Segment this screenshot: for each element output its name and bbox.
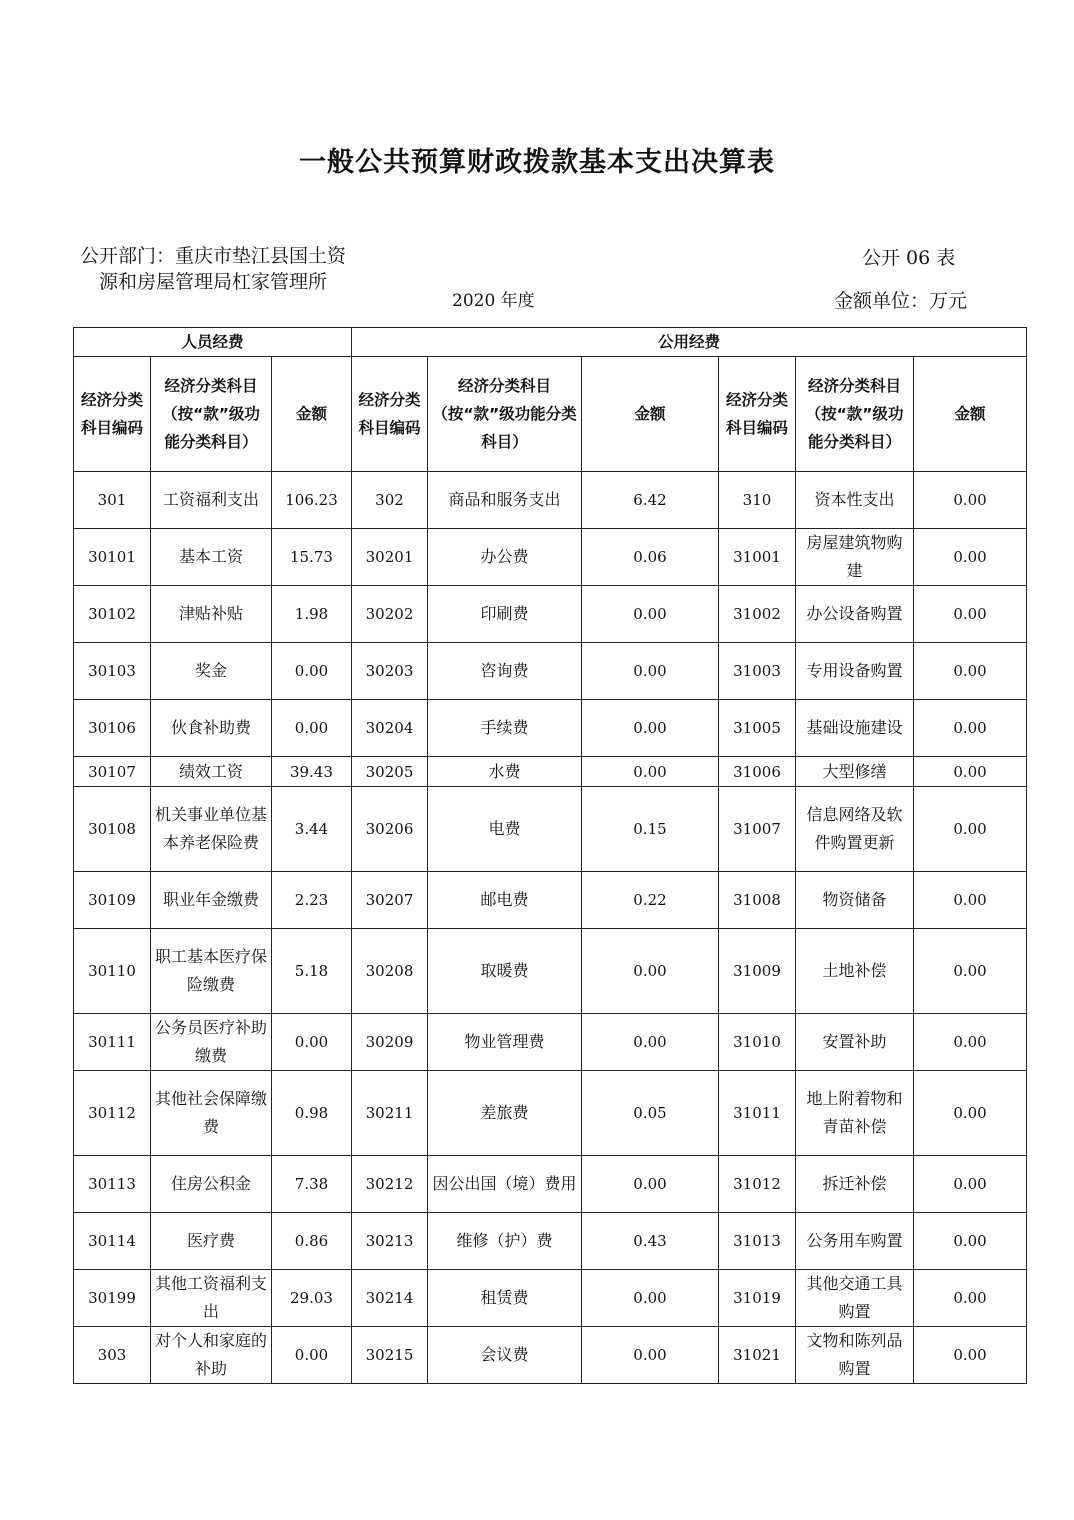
cell-code: 30207	[352, 872, 428, 929]
cell-name: 津贴补贴	[151, 586, 272, 643]
cell-name: 印刷费	[428, 586, 582, 643]
cell-name: 维修（护）费	[428, 1213, 582, 1270]
cell-amount: 0.00	[582, 1327, 719, 1384]
group-personnel: 人员经费	[74, 328, 352, 357]
cell-code: 30214	[352, 1270, 428, 1327]
cell-amount: 2.23	[272, 872, 352, 929]
cell-amount: 0.00	[914, 1014, 1027, 1071]
cell-amount: 7.38	[272, 1156, 352, 1213]
cell-name: 咨询费	[428, 643, 582, 700]
cell-code: 30106	[74, 700, 151, 757]
table-row	[74, 1156, 1027, 1213]
cell-amount: 0.43	[582, 1213, 719, 1270]
cell-code: 30114	[74, 1213, 151, 1270]
cell-name: 物业管理费	[428, 1014, 582, 1071]
cell-name: 文物和陈列品购置	[796, 1327, 914, 1384]
cell-amount: 0.00	[914, 700, 1027, 757]
cell-amount: 0.00	[914, 1071, 1027, 1156]
cell-amount: 0.00	[914, 586, 1027, 643]
col-header-code: 经济分类科目编码	[74, 357, 151, 472]
cell-name: 基本工资	[151, 529, 272, 586]
cell-code: 30101	[74, 529, 151, 586]
cell-name: 信息网络及软件购置更新	[796, 787, 914, 872]
cell-code: 30108	[74, 787, 151, 872]
cell-name: 水费	[428, 757, 582, 787]
group-public: 公用经费	[352, 328, 1027, 357]
col-header-name: 经济分类科目（按“款”级功能分类科目）	[151, 357, 272, 472]
cell-name: 机关事业单位基本养老保险费	[151, 787, 272, 872]
cell-name: 租赁费	[428, 1270, 582, 1327]
table-row	[74, 757, 1027, 787]
cell-name: 物资储备	[796, 872, 914, 929]
cell-amount: 6.42	[582, 472, 719, 529]
cell-amount: 0.00	[582, 586, 719, 643]
table-row	[74, 1014, 1027, 1071]
expenditure-table	[73, 327, 1027, 1384]
cell-code: 31010	[719, 1014, 796, 1071]
cell-amount: 0.00	[582, 1014, 719, 1071]
cell-code: 30215	[352, 1327, 428, 1384]
col-header-code: 经济分类科目编码	[352, 357, 428, 472]
cell-code: 31006	[719, 757, 796, 787]
cell-name: 职业年金缴费	[151, 872, 272, 929]
table-row	[74, 787, 1027, 872]
cell-name: 拆迁补偿	[796, 1156, 914, 1213]
cell-code: 30209	[352, 1014, 428, 1071]
cell-name: 住房公积金	[151, 1156, 272, 1213]
cell-name: 对个人和家庭的补助	[151, 1327, 272, 1384]
cell-name: 伙食补助费	[151, 700, 272, 757]
col-header-amount: 金额	[582, 357, 719, 472]
cell-code: 303	[74, 1327, 151, 1384]
cell-amount: 0.15	[582, 787, 719, 872]
cell-code: 30103	[74, 643, 151, 700]
fiscal-year: 2020 年度	[452, 291, 535, 311]
cell-name: 其他社会保障缴费	[151, 1071, 272, 1156]
cell-amount: 0.98	[272, 1071, 352, 1156]
cell-amount: 39.43	[272, 757, 352, 787]
table-row	[74, 700, 1027, 757]
cell-code: 302	[352, 472, 428, 529]
cell-code: 31008	[719, 872, 796, 929]
cell-name: 其他工资福利支出	[151, 1270, 272, 1327]
cell-name: 奖金	[151, 643, 272, 700]
cell-code: 31011	[719, 1071, 796, 1156]
cell-code: 30112	[74, 1071, 151, 1156]
col-header-amount: 金额	[272, 357, 352, 472]
cell-name: 公务员医疗补助缴费	[151, 1014, 272, 1071]
cell-code: 31001	[719, 529, 796, 586]
cell-amount: 106.23	[272, 472, 352, 529]
cell-amount: 0.05	[582, 1071, 719, 1156]
cell-name: 绩效工资	[151, 757, 272, 787]
cell-name: 医疗费	[151, 1213, 272, 1270]
cell-code: 30213	[352, 1213, 428, 1270]
cell-amount: 0.00	[914, 872, 1027, 929]
cell-name: 会议费	[428, 1327, 582, 1384]
cell-code: 31012	[719, 1156, 796, 1213]
cell-amount: 1.98	[272, 586, 352, 643]
cell-code: 30199	[74, 1270, 151, 1327]
col-header-code: 经济分类科目编码	[719, 357, 796, 472]
cell-code: 30203	[352, 643, 428, 700]
cell-code: 30110	[74, 929, 151, 1014]
cell-name: 工资福利支出	[151, 472, 272, 529]
table-row	[74, 872, 1027, 929]
table-row	[74, 586, 1027, 643]
cell-amount: 0.00	[272, 1014, 352, 1071]
cell-amount: 0.00	[582, 757, 719, 787]
cell-amount: 0.00	[914, 1213, 1027, 1270]
table-row	[74, 929, 1027, 1014]
department-label: 公开部门：重庆市垫江县国土资源和房屋管理局杠家管理所	[79, 245, 346, 293]
cell-code: 30201	[352, 529, 428, 586]
cell-name: 商品和服务支出	[428, 472, 582, 529]
cell-code: 30211	[352, 1071, 428, 1156]
cell-code: 30205	[352, 757, 428, 787]
table-row	[74, 472, 1027, 529]
cell-code: 30206	[352, 787, 428, 872]
cell-code: 310	[719, 472, 796, 529]
cell-code: 30102	[74, 586, 151, 643]
cell-name: 职工基本医疗保险缴费	[151, 929, 272, 1014]
cell-amount: 0.00	[914, 929, 1027, 1014]
table-row	[74, 1270, 1027, 1327]
cell-code: 30212	[352, 1156, 428, 1213]
cell-name: 安置补助	[796, 1014, 914, 1071]
table-row	[74, 1213, 1027, 1270]
cell-name: 土地补偿	[796, 929, 914, 1014]
cell-amount: 0.00	[582, 1270, 719, 1327]
cell-code: 30208	[352, 929, 428, 1014]
cell-name: 公务用车购置	[796, 1213, 914, 1270]
cell-code: 30202	[352, 586, 428, 643]
form-number: 公开 06 表	[862, 247, 956, 269]
cell-amount: 0.06	[582, 529, 719, 586]
cell-code: 30109	[74, 872, 151, 929]
cell-name: 取暖费	[428, 929, 582, 1014]
cell-code: 31003	[719, 643, 796, 700]
cell-amount: 0.00	[914, 529, 1027, 586]
cell-code: 31005	[719, 700, 796, 757]
cell-code: 31019	[719, 1270, 796, 1327]
cell-amount: 29.03	[272, 1270, 352, 1327]
cell-amount: 0.00	[914, 757, 1027, 787]
cell-code: 30113	[74, 1156, 151, 1213]
cell-name: 办公设备购置	[796, 586, 914, 643]
table-row	[74, 1327, 1027, 1384]
cell-code: 31007	[719, 787, 796, 872]
cell-amount: 0.00	[914, 1327, 1027, 1384]
cell-name: 邮电费	[428, 872, 582, 929]
cell-amount: 0.00	[914, 472, 1027, 529]
cell-code: 31009	[719, 929, 796, 1014]
cell-amount: 0.00	[272, 643, 352, 700]
cell-amount: 0.00	[272, 700, 352, 757]
cell-amount: 0.86	[272, 1213, 352, 1270]
cell-name: 专用设备购置	[796, 643, 914, 700]
cell-code: 30107	[74, 757, 151, 787]
cell-name: 电费	[428, 787, 582, 872]
col-header-amount: 金额	[914, 357, 1027, 472]
table-row	[74, 529, 1027, 586]
cell-amount: 3.44	[272, 787, 352, 872]
cell-name: 因公出国（境）费用	[428, 1156, 582, 1213]
cell-name: 其他交通工具购置	[796, 1270, 914, 1327]
cell-name: 办公费	[428, 529, 582, 586]
cell-name: 差旅费	[428, 1071, 582, 1156]
col-header-name: 经济分类科目（按“款”级功能分类科目）	[428, 357, 582, 472]
cell-code: 30204	[352, 700, 428, 757]
table-row	[74, 643, 1027, 700]
cell-amount: 0.00	[914, 643, 1027, 700]
cell-code: 31002	[719, 586, 796, 643]
cell-name: 手续费	[428, 700, 582, 757]
cell-name: 资本性支出	[796, 472, 914, 529]
cell-name: 房屋建筑物购建	[796, 529, 914, 586]
cell-code: 30111	[74, 1014, 151, 1071]
cell-amount: 0.00	[914, 1156, 1027, 1213]
cell-amount: 0.00	[914, 1270, 1027, 1327]
cell-name: 地上附着物和青苗补偿	[796, 1071, 914, 1156]
cell-name: 大型修缮	[796, 757, 914, 787]
cell-amount: 0.00	[582, 643, 719, 700]
cell-amount: 0.00	[582, 700, 719, 757]
cell-amount: 5.18	[272, 929, 352, 1014]
cell-code: 301	[74, 472, 151, 529]
cell-code: 31013	[719, 1213, 796, 1270]
cell-amount: 0.00	[582, 929, 719, 1014]
cell-code: 31021	[719, 1327, 796, 1384]
amount-unit: 金额单位：万元	[834, 290, 968, 312]
cell-amount: 0.00	[582, 1156, 719, 1213]
cell-amount: 0.22	[582, 872, 719, 929]
table-row	[74, 1071, 1027, 1156]
cell-amount: 0.00	[272, 1327, 352, 1384]
cell-amount: 0.00	[914, 787, 1027, 872]
cell-name: 基础设施建设	[796, 700, 914, 757]
cell-amount: 15.73	[272, 529, 352, 586]
col-header-name: 经济分类科目（按“款”级功能分类科目）	[796, 357, 914, 472]
page-title: 一般公共预算财政拨款基本支出决算表	[299, 147, 775, 178]
